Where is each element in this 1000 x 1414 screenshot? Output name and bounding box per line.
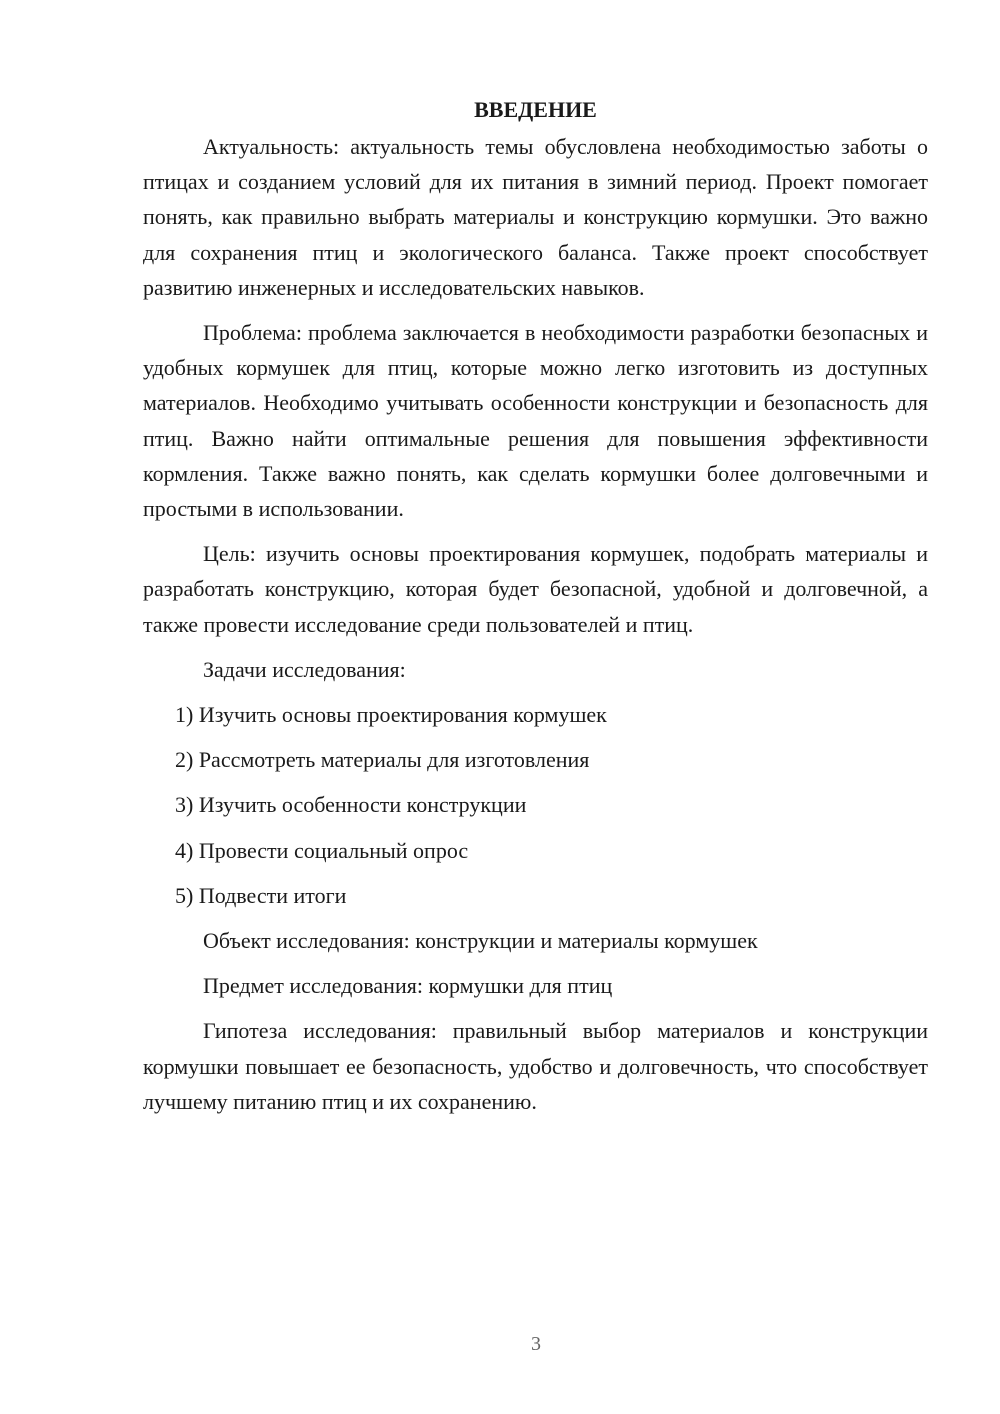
task-item: 5) Подвести итоги	[175, 882, 347, 908]
paragraph-hypothesis: Гипотеза исследования: правильный выбор материалов и конструкции кормушки повышает ее безопасность, удобство и долговечность, что способствует лучшему питанию птиц и их сохранению.	[143, 1018, 928, 1114]
research-object: Объект исследования: конструкции и материалы кормушек	[203, 928, 758, 954]
task-item: 3) Изучить особенности конструкции	[175, 792, 527, 818]
paragraph-problem: Проблема: проблема заключается в необходимости разработки безопасных и удобных кормушек для птиц, которые можно легко изготовить из доступных материалов. Необходимо учитывать особенности конструкции и безопасность для птиц. Важно найти оптимальные решения для повышения эффективности кормления. Также важно понять, как сделать кормушки более долговечными и простыми в использовании.	[143, 320, 928, 522]
paragraph-relevance: Актуальность: актуальность темы обусловлена необходимостью заботы о птицах и созданием условий для их питания в зимний период. Проект помогает понять, как правильно выбрать материалы и конструкцию кормушки. Это важно для сохранения птиц и экологического баланса. Также проект способствует развитию инженерных и исследовательских навыков.	[143, 134, 928, 300]
task-item: 4) Провести социальный опрос	[175, 837, 469, 863]
document-page	[143, 92, 928, 1129]
tasks-title: Задачи исследования:	[203, 656, 406, 682]
section-heading: ВВЕДЕНИЕ	[474, 97, 597, 122]
task-item: 1) Изучить основы проектирования кормушек	[175, 702, 607, 728]
task-item: 2) Рассмотреть материалы для изготовления	[175, 747, 590, 773]
page-number: 3	[531, 1333, 541, 1355]
paragraph-goal: Цель: изучить основы проектирования кормушек, подобрать материалы и разработать конструкцию, которая будет безопасной, удобной и долговечной, а также провести исследование среди пользователей и птиц.	[143, 541, 928, 637]
research-subject: Предмет исследования: кормушки для птиц	[203, 973, 613, 999]
